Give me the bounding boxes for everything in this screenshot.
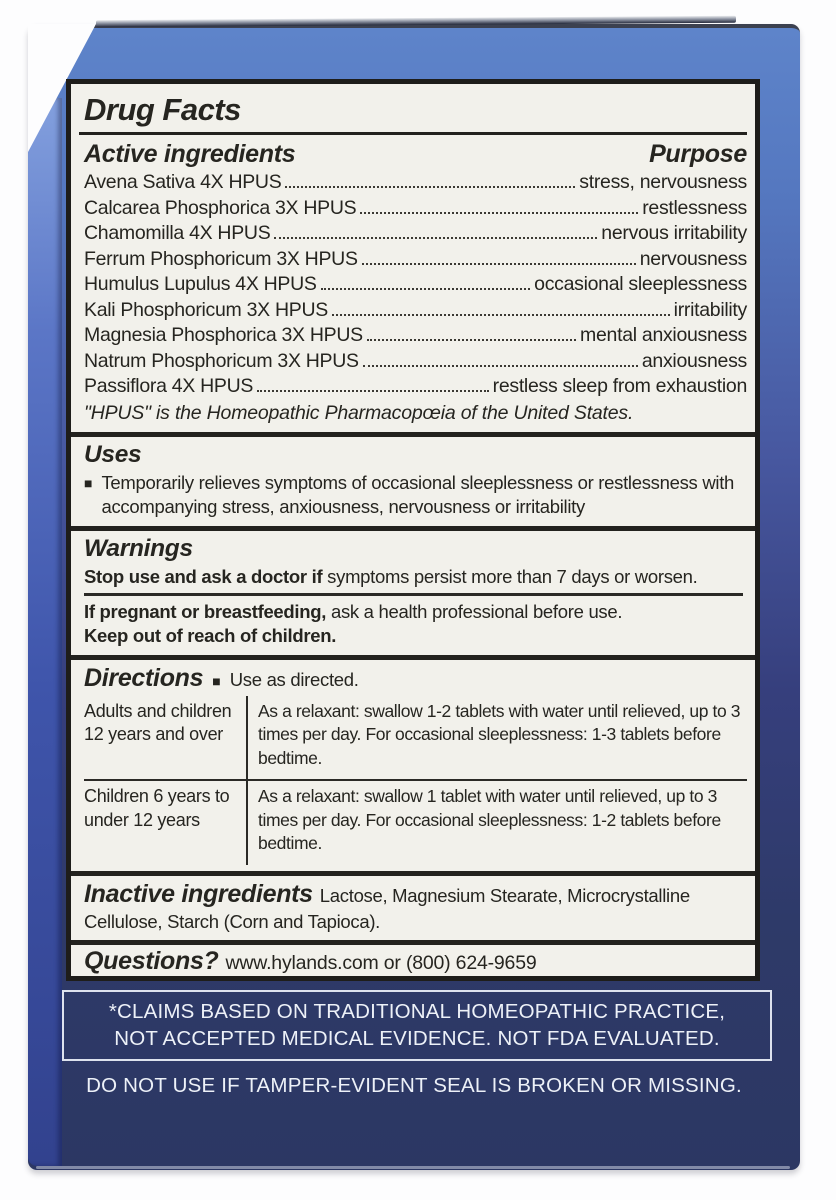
pregnant-lead: If pregnant or breastfeeding,	[84, 600, 327, 622]
active-ingredients-section	[71, 135, 755, 432]
ingredient-purpose: nervousness	[639, 247, 747, 270]
ingredient-name: Calcarea Phosphorica 3X HPUS	[84, 196, 357, 219]
questions-section	[71, 945, 755, 979]
ingredient-purpose: mental anxiousness	[580, 324, 747, 346]
square-bullet-icon: ■	[84, 474, 93, 491]
drug-facts-panel	[66, 79, 760, 981]
tamper-warning: DO NOT USE IF TAMPER-EVIDENT SEAL IS BROKEN OR MISSING.	[86, 1074, 742, 1097]
dot-leader	[285, 186, 575, 188]
ingredient-name: Avena Sativa 4X HPUS	[84, 171, 282, 193]
purpose-heading: Purpose	[649, 140, 747, 168]
ingredient-name: Kali Phosphoricum 3X HPUS	[84, 298, 328, 321]
ingredient-purpose: anxiousness	[641, 349, 747, 372]
inactive-ingredients-section	[71, 876, 755, 940]
ingredient-row	[84, 170, 747, 196]
ingredient-purpose: restlessness	[642, 196, 747, 219]
uses-text: Temporarily relieves symptoms of occasional sleeplessness or restlessness with accompanying stress, anxiousness, nervousness or irritability	[101, 471, 735, 517]
ingredient-purpose: occasional sleeplessness	[534, 273, 747, 295]
ingredient-name: Magnesia Phosphorica 3X HPUS	[84, 324, 363, 346]
ingredient-row	[84, 349, 747, 375]
ingredient-name: Passiflora 4X HPUS	[84, 375, 254, 397]
dot-leader	[360, 212, 638, 214]
directions-table	[84, 696, 747, 865]
uses-heading: Uses	[84, 440, 142, 468]
dosage-group: Children 6 years to under 12 years	[84, 781, 248, 865]
warnings-heading: Warnings	[84, 534, 193, 562]
ingredient-name: Ferrum Phosphoricum 3X HPUS	[84, 247, 358, 270]
ingredient-row	[84, 323, 747, 349]
ingredient-name: Chamomilla 4X HPUS	[84, 222, 271, 244]
questions-heading: Questions?	[84, 946, 219, 975]
dot-leader	[274, 237, 597, 239]
claims-line-2: NOT ACCEPTED MEDICAL EVIDENCE. NOT FDA EVALUATED.	[114, 1027, 720, 1050]
directions-row	[84, 779, 747, 865]
stop-use-lead: Stop use and ask a doctor if	[84, 565, 323, 587]
square-bullet-icon: ■	[212, 672, 221, 689]
dot-leader	[257, 390, 489, 392]
keep-out-line: Keep out of reach of children.	[84, 625, 337, 646]
ingredient-purpose: restless sleep from exhaustion	[492, 375, 747, 397]
pregnant-rest: ask a health professional before use.	[326, 600, 623, 622]
directions-section	[71, 660, 755, 871]
dot-leader	[367, 339, 576, 341]
active-ingredients-heading: Active ingredients	[84, 140, 296, 168]
dosage-group: Adults and children 12 years and over	[84, 696, 248, 780]
dot-leader	[321, 288, 531, 290]
box-side-face	[28, 98, 62, 1166]
questions-contact: www.hylands.com or (800) 624-9659	[225, 951, 537, 974]
ingredient-row	[84, 247, 747, 273]
drug-facts-title: Drug Facts	[84, 92, 241, 127]
dot-leader	[362, 263, 636, 265]
directions-header	[84, 664, 747, 693]
uses-bullet-row	[84, 471, 747, 520]
pregnant-line	[84, 600, 747, 625]
active-ingredients-header	[84, 139, 747, 169]
dosage-instructions: As a relaxant: swallow 1 tablet with water until relieved, up to 3 times per day. For occasional sleeplessness: 1-2 tablets before bedtime.	[258, 786, 721, 853]
box-bottom-edge	[36, 1166, 790, 1169]
warnings-rule	[84, 593, 743, 596]
inactive-text: Lactose, Magnesium Stearate, Microcrystalline Cellulose, Starch (Corn and Tapioca).	[84, 884, 690, 932]
ingredient-row	[84, 196, 747, 222]
dot-leader	[332, 314, 670, 316]
stop-use-rest: symptoms persist more than 7 days or worsen.	[322, 565, 698, 587]
warnings-section	[71, 531, 755, 655]
claims-line-1: *CLAIMS BASED ON TRADITIONAL HOMEOPATHIC PRACTICE,	[108, 1000, 726, 1023]
ingredient-purpose: nervous irritability	[601, 222, 747, 244]
claims-disclaimer-box	[62, 990, 772, 1061]
dosage-instructions: As a relaxant: swallow 1-2 tablets with water until relieved, up to 3 times per day. For occasional sleeplessness: 1-3 tablets before bedtime.	[258, 700, 741, 768]
ingredient-row	[84, 298, 747, 324]
ingredient-row	[84, 374, 747, 400]
ingredient-purpose: irritability	[673, 298, 747, 321]
hpus-footnote: "HPUS" is the Homeopathic Pharmacopœia of the United States.	[84, 401, 634, 424]
stop-use-line	[84, 565, 747, 590]
ingredient-purpose: stress, nervousness	[579, 171, 747, 193]
product-box	[28, 24, 800, 1170]
ingredient-row	[84, 272, 747, 298]
dot-leader	[363, 365, 638, 367]
ingredient-row	[84, 221, 747, 247]
ingredient-name: Natrum Phosphoricum 3X HPUS	[84, 349, 359, 372]
ingredient-name: Humulus Lupulus 4X HPUS	[84, 273, 317, 295]
inactive-heading: Inactive ingredients	[84, 879, 313, 908]
uses-section	[71, 437, 755, 526]
directions-heading: Directions	[84, 663, 204, 692]
directions-row	[84, 696, 747, 780]
directions-intro: Use as directed.	[229, 668, 359, 690]
